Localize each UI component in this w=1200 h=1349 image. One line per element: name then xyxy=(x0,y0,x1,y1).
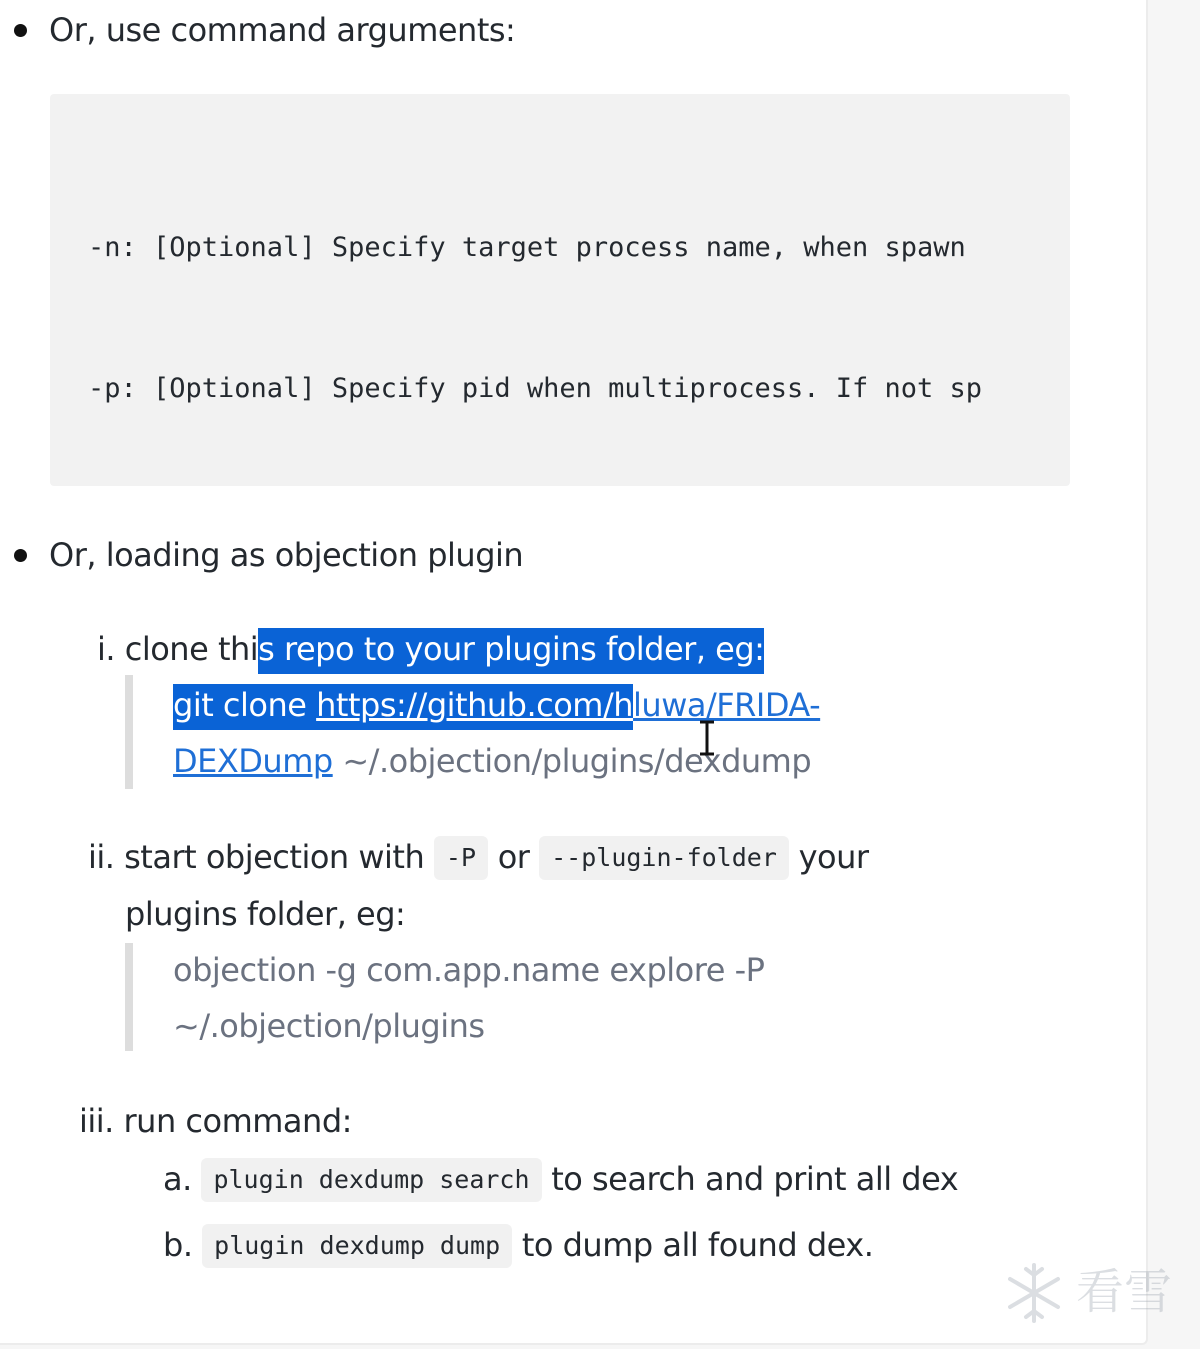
code-lines xyxy=(88,132,1068,486)
inline-code-p: -P xyxy=(434,836,488,880)
step-3b-text: to dump all found dex. xyxy=(521,1226,874,1264)
code-block[interactable] xyxy=(50,94,1070,486)
watermark-text: 看雪 xyxy=(1076,1264,1173,1320)
frida-dexdump-link[interactable]: DEXDump xyxy=(173,742,333,780)
step-3a xyxy=(163,1158,958,1202)
list-marker: a. xyxy=(163,1160,192,1198)
selected-text: git clone xyxy=(173,684,316,730)
step-3-text: run command: xyxy=(123,1102,352,1140)
selected-text: s repo to your plugins folder, eg: xyxy=(258,628,764,674)
step-1 xyxy=(97,629,764,669)
blockquote-bar xyxy=(125,675,133,789)
bullet-objection-plugin xyxy=(14,535,523,575)
step-2-line2: plugins folder, eg: xyxy=(125,895,406,933)
snowflake-icon xyxy=(1002,1261,1066,1325)
watermark xyxy=(1002,1258,1192,1328)
step-3 xyxy=(79,1101,352,1141)
step-2-quote-line1: objection -g com.app.name explore -P xyxy=(173,951,765,989)
blockquote-bar xyxy=(125,943,133,1051)
list-marker: i. xyxy=(97,630,116,668)
code-line: -n: [Optional] Specify target process name, when spawn xyxy=(88,232,966,264)
text-cursor-icon xyxy=(697,720,717,756)
inline-code-plugin-folder: --plugin-folder xyxy=(539,836,789,880)
inline-code-search: plugin dexdump search xyxy=(201,1158,541,1202)
bullet-text: Or, loading as objection plugin xyxy=(49,536,524,574)
bullet-command-args xyxy=(14,10,515,50)
step-3a-text: to search and print all dex xyxy=(551,1160,959,1198)
step-1-quote-line1 xyxy=(173,677,820,733)
bullet-dot xyxy=(14,549,27,562)
list-marker: ii. xyxy=(88,838,115,876)
step-2-text: start objection with xyxy=(124,838,425,876)
step-2 xyxy=(88,836,869,880)
list-marker: iii. xyxy=(79,1102,114,1140)
frida-dexdump-link[interactable]: https://github.com/h xyxy=(316,684,633,730)
frida-dexdump-link[interactable]: luwa/FRIDA- xyxy=(633,686,821,724)
step-3b xyxy=(163,1224,873,1268)
step-2-quote-line2: ~/.objection/plugins xyxy=(173,1007,485,1045)
inline-code-dump: plugin dexdump dump xyxy=(202,1224,512,1268)
path-suffix: ~/.objection/plugins/dexdump xyxy=(332,742,812,780)
step-2-or: or xyxy=(497,838,530,876)
bullet-text: Or, use command arguments: xyxy=(49,11,516,49)
step-1-text: clone thi xyxy=(124,630,259,668)
bullet-dot xyxy=(14,24,27,37)
code-line: -p: [Optional] Specify pid when multiprocess. If not sp xyxy=(88,372,983,404)
step-2-your: your xyxy=(798,838,869,876)
list-marker: b. xyxy=(163,1226,193,1264)
